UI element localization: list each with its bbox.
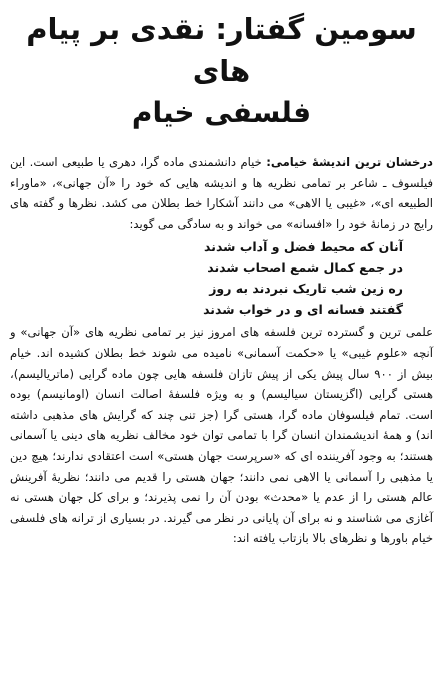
second-paragraph [10,322,433,549]
body-text [10,152,433,549]
intro-lead: درخشان ترین اندیشهٔ خیامی: [266,155,433,169]
second-paragraph-part1: علمی ترین و گسترده ترین فلسفه های امروز نیز بر تمامی نظریه های «آن جهانی» و آنچه «علوم غیبی» یا «حکمت آسمانی» نامیده می شوند خط بطلان کشیده اند. خیام بیش از ۹۰۰ سال پیش یکی از پیش تازان فلسفه هایی چون ماده گرایی (ماتریالیسم)، هستی گرایی (اگزیستان سیالیسم) و به ویژه فلسفهٔ اصالت انسان (اومانیسم) بوده است. [10,325,434,422]
chapter-title-line2: فلسفی خیام [131,96,312,129]
chapter-title-line1: سومین گفتار: نقدی بر پیام های [26,12,417,88]
intro-paragraph [10,152,433,234]
chapter-title [10,8,433,134]
second-paragraph-part2: تمام فیلسوفان ماده گرا، هستی گرا (جز تنی چند که گرایش های مذهبی داشته اند) و همهٔ اندیشمندان انسان گرا با تمامی توان خود مخالف نظریه های دینی یا آسمانی هستند؛ به وجود آفریننده ای که «سرپرست جهان هستی» است اعتقادی ندارند؛ هیچ دین یا مذهبی را آسمانی یا الاهی نمی دانند؛ جهان هستی را قدیم می دانند؛ نظریهٔ آفرینش عالم هستی را از عدم یا «محدث» بودن آن را نمی پذیرند؛ و برای کل جهان هستی نه آغازی می شناسند و نه برای آن پایانی در نظر می گیرند. در بسیاری از ترانه های فلسفی خیام باورها و نظرهای بالا بازتاب یافته اند: [10,407,433,546]
verse-line-3: ره زین شب تاریک نبردند به روز [209,281,403,297]
verse-line-4: گفتند فسانه ای و در خواب شدند [203,302,403,318]
intro-text: خیام دانشمندی ماده گرا، دهری یا طبیعی است. این فیلسوف ـ شاعر بر تمامی نظریه ها و اندیشه هایی که خود را «آن جهانی»، «ماوراء الطبیعه ای»، «غیبی یا الاهی» می دانند آشکارا خط بطلان می کشد. نظرها و گفته های رایج در زمانهٔ خود را «افسانه» می خواند و به سادگی می گوید: [10,155,433,231]
verse-line-2: در جمع کمال شمع اصحاب شدند [207,260,403,276]
verse-line-1: آنان که محیط فضل و آداب شدند [204,239,403,255]
quatrain [10,236,403,320]
